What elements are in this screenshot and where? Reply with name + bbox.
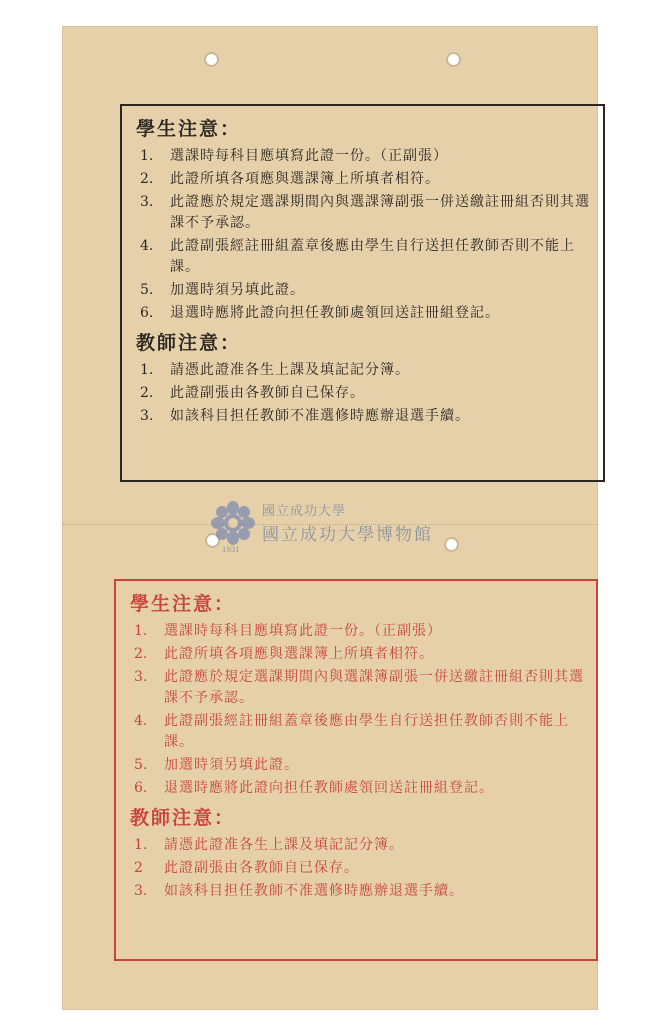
list-item (130, 858, 586, 879)
teacher-notice-heading: 教師注意： (136, 332, 242, 354)
item-text: 此證應於規定選課期間內與選課簿副張一併送繳註冊組否則其選課不予承認。 (170, 194, 590, 231)
list-item (130, 621, 586, 642)
item-number: 2. (140, 171, 154, 187)
item-text: 選課時每科目應填寫此證一份。（正副張） (164, 623, 442, 639)
item-text: 選課時每科目應填寫此證一份。（正副張） (170, 148, 448, 164)
item-number: 5. (140, 282, 154, 298)
item-number: 5. (134, 757, 148, 773)
list-item (130, 835, 586, 856)
university-emblem-icon (210, 500, 256, 546)
item-number: 1. (140, 148, 154, 164)
watermark-university-name: 國立成功大學 (262, 504, 347, 519)
list-item (130, 644, 586, 665)
list-item (136, 169, 593, 190)
list-item (130, 711, 586, 753)
list-item (136, 236, 593, 278)
item-text: 如該科目担任教師不准選修時應辦退選手續。 (170, 408, 470, 424)
museum-watermark (210, 488, 510, 568)
list-item (136, 406, 593, 427)
watermark-museum-name: 國立成功大學博物館 (262, 525, 433, 545)
item-text: 此證副張經註冊組蓋章後應由學生自行送担任教師否則不能上課。 (170, 238, 575, 275)
item-text: 加選時須另填此證。 (164, 757, 299, 773)
watermark-year: 1931 (222, 546, 240, 554)
item-text: 此證應於規定選課期間內與選課簿副張一併送繳註冊組否則其選課不予承認。 (164, 669, 584, 706)
item-text: 此證副張由各教師自已保存。 (164, 860, 359, 876)
list-item (130, 881, 586, 902)
item-number: 6. (134, 780, 148, 796)
item-text: 請憑此證准各生上課及填記記分簿。 (164, 837, 404, 853)
item-number: 3. (134, 669, 148, 685)
item-text: 加選時須另填此證。 (170, 282, 305, 298)
list-item (136, 146, 593, 167)
item-number: 6. (140, 305, 154, 321)
item-number: 1. (134, 623, 148, 639)
list-item (130, 755, 586, 776)
item-number: 3. (134, 883, 148, 899)
item-number: 3. (140, 194, 154, 210)
item-number: 1. (134, 837, 148, 853)
teacher-notice-heading: 教師注意： (130, 807, 236, 829)
list-item (136, 303, 593, 324)
red-notice-box (114, 579, 598, 961)
item-text: 此證所填各項應與選課簿上所填者相符。 (170, 171, 440, 187)
item-text: 如該科目担任教師不准選修時應辦退選手續。 (164, 883, 464, 899)
item-number: 4. (134, 713, 148, 729)
black-notice-box (120, 104, 605, 482)
item-number: 2. (134, 646, 148, 662)
list-item (136, 383, 593, 404)
item-text: 請憑此證准各生上課及填記記分簿。 (170, 362, 410, 378)
student-notice-heading: 學生注意： (130, 593, 236, 615)
punch-hole (446, 52, 461, 67)
item-number: 2 (134, 860, 143, 876)
item-text: 退選時應將此證向担任教師處領回送註冊組登記。 (170, 305, 500, 321)
list-item (136, 280, 593, 301)
item-text: 此證副張經註冊組蓋章後應由學生自行送担任教師否則不能上課。 (164, 713, 569, 750)
item-number: 4. (140, 238, 154, 254)
item-text: 此證所填各項應與選課簿上所填者相符。 (164, 646, 434, 662)
item-number: 1. (140, 362, 154, 378)
item-number: 3. (140, 408, 154, 424)
list-item (136, 360, 593, 381)
list-item (130, 778, 586, 799)
registration-card (62, 26, 598, 1010)
item-text: 退選時應將此證向担任教師處領回送註冊組登記。 (164, 780, 494, 796)
item-text: 此證副張由各教師自已保存。 (170, 385, 365, 401)
punch-hole (204, 52, 219, 67)
item-number: 2. (140, 385, 154, 401)
list-item (130, 667, 586, 709)
list-item (136, 192, 593, 234)
student-notice-heading: 學生注意： (136, 118, 242, 140)
